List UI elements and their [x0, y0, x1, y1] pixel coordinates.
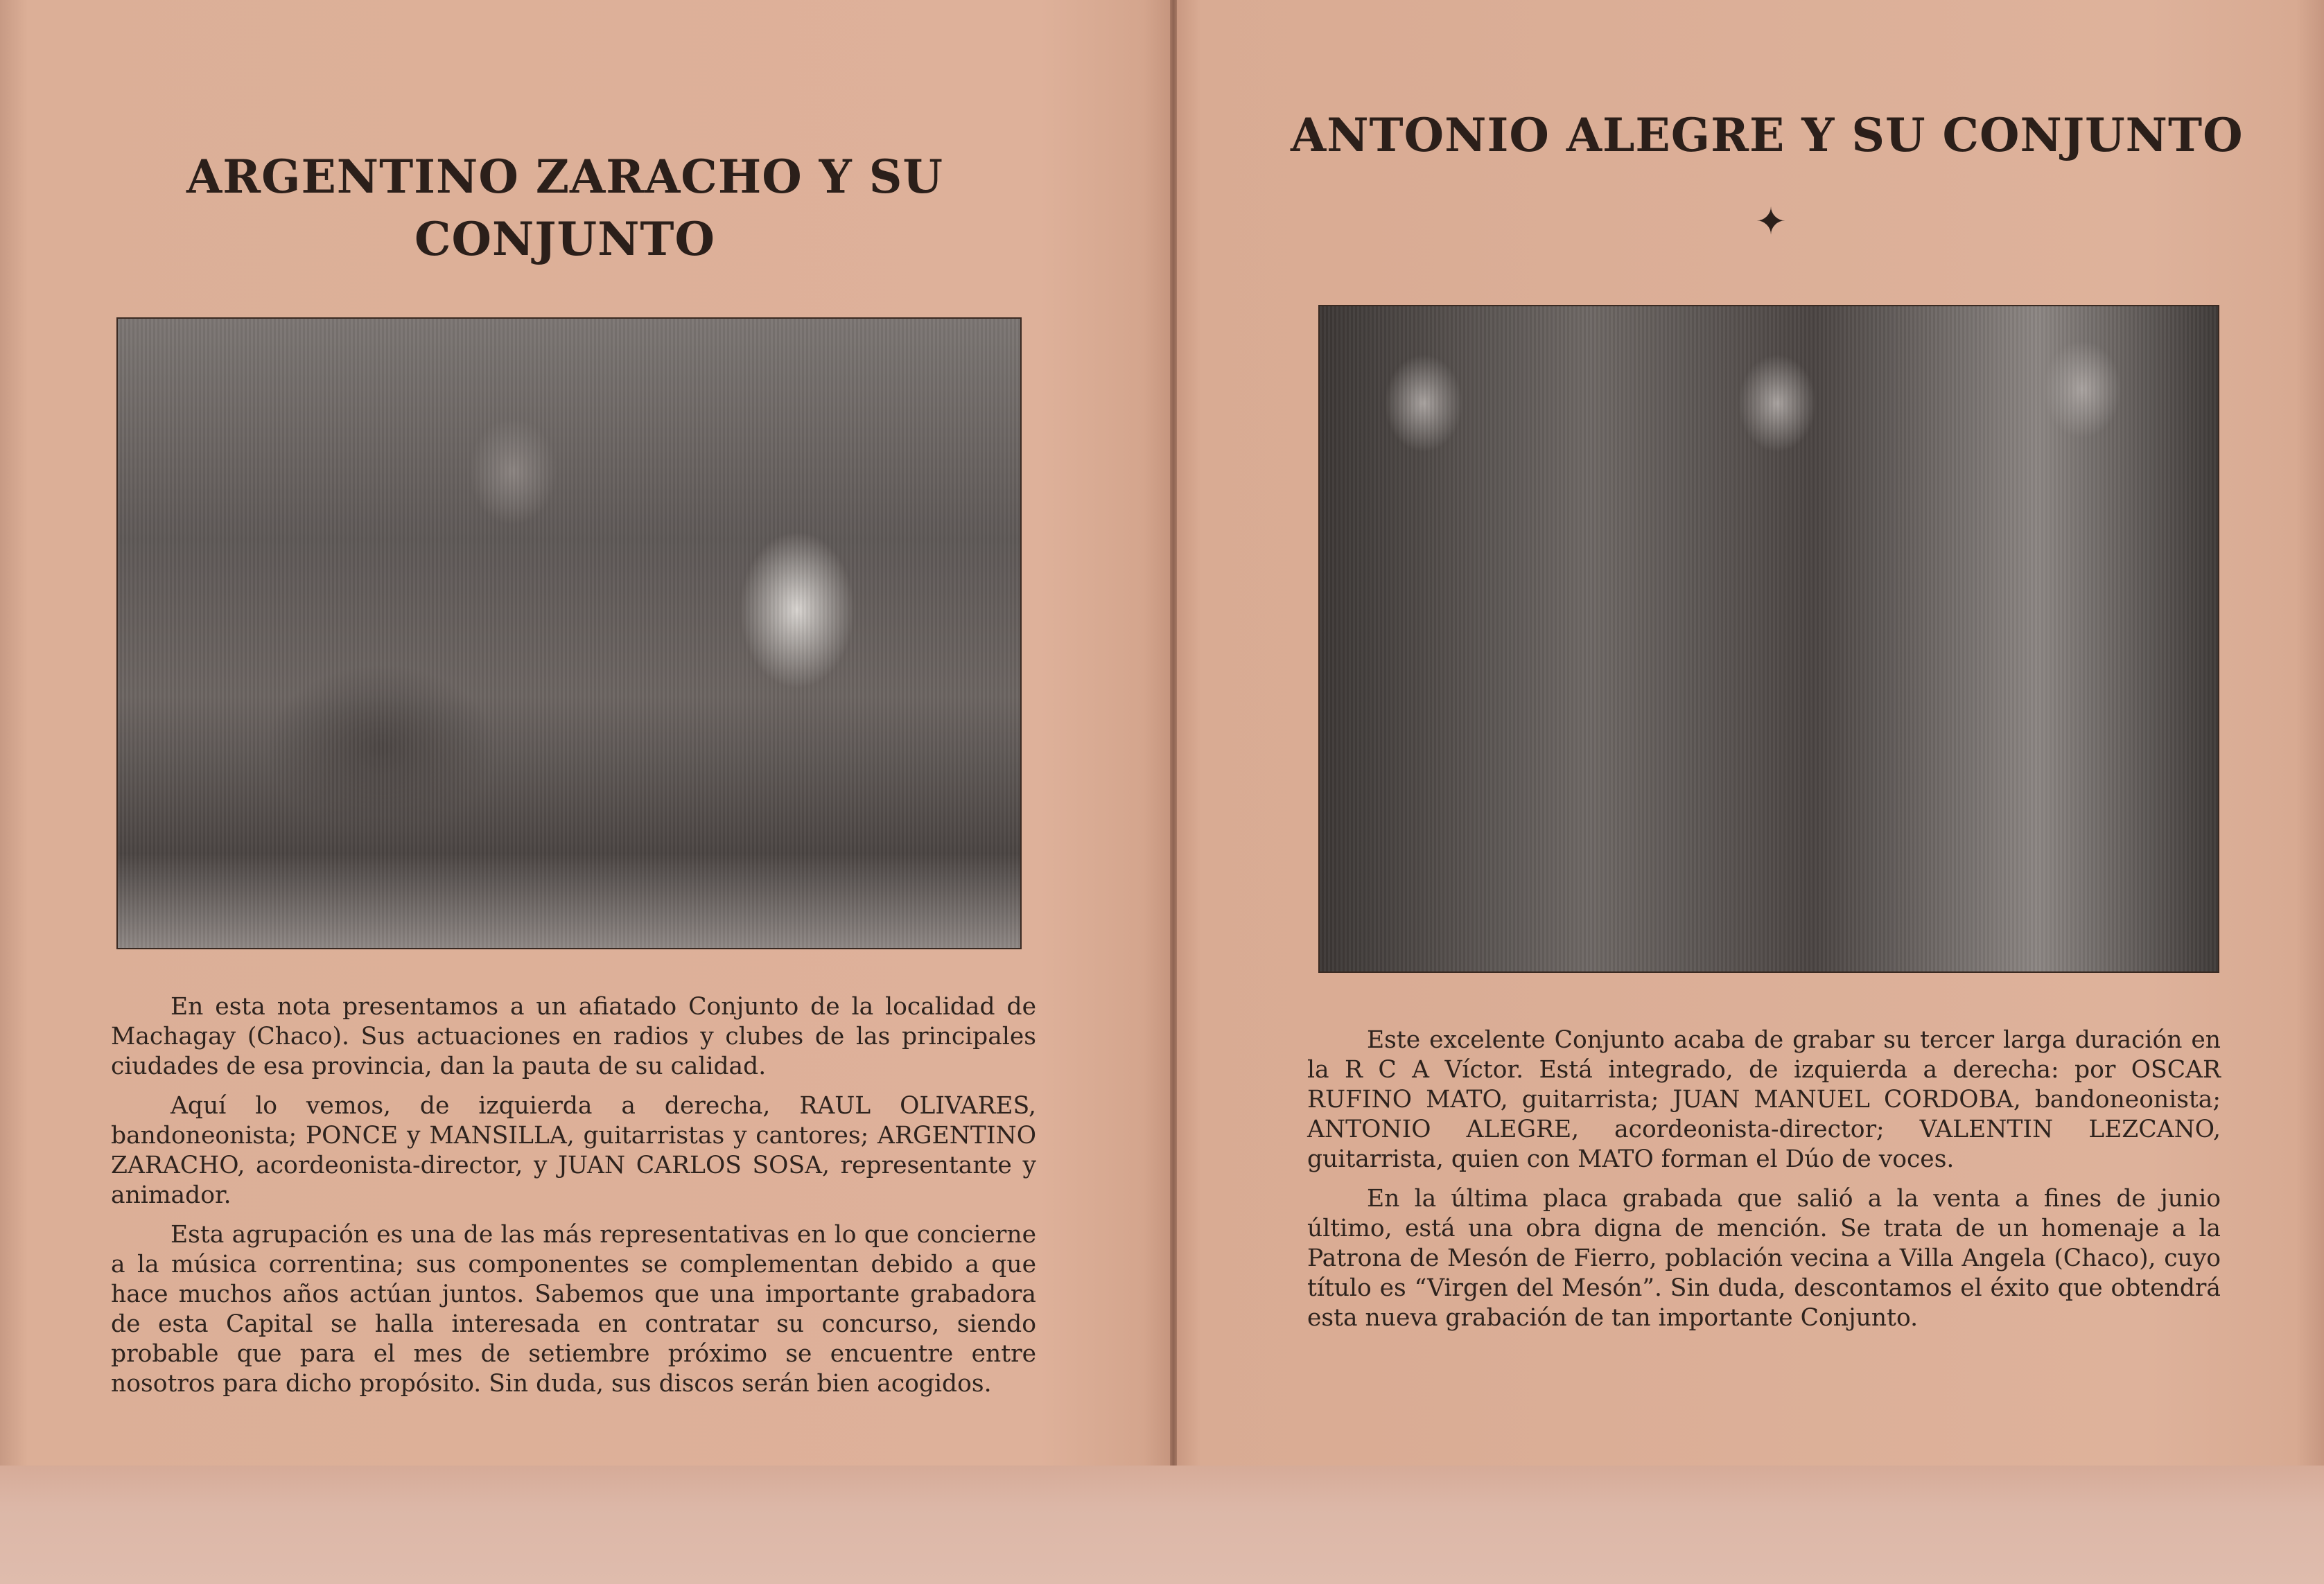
- photo-texture: [118, 319, 1020, 948]
- left-page: [0, 0, 1173, 1466]
- photo-texture: [1320, 306, 2218, 971]
- band-photo-with-car: [116, 317, 1022, 949]
- scan-background: [0, 1466, 2324, 1584]
- left-paragraph-3: Esta agrupación es una de las más representativas en lo que concierne a la música correntina; sus componentes se complementan debido a que hace muchos años actúan juntos. Sabemos que una importante grabadora de esta Capital se halla interesada en contratar su concurso, siendo probable que para el mes de setiembre próximo se encuentre entre nosotros para dicho propósito. Sin duda, sus discos serán bien acogidos.: [111, 1221, 1036, 1398]
- right-page: [1173, 0, 2324, 1466]
- right-page-title: ANTONIO ALEGRE Y SU CONJUNTO: [1291, 108, 2244, 162]
- band-photo-with-instruments: [1318, 305, 2219, 973]
- right-article-body: [1307, 1026, 2221, 1343]
- left-paragraph-2: Aquí lo vemos, de izquierda a derecha, RAUL OLIVARES, bandoneonista; PONCE y MANSILLA, guitarristas y cantores; ARGENTINO ZARACHO, acordeonista-director, y JUAN CARLOS SOSA, representante y animador.: [111, 1092, 1036, 1209]
- left-page-title: ARGENTINO ZARACHO Y SU CONJUNTO: [186, 150, 943, 266]
- left-paragraph-1: En esta nota presentamos a un afiatado Conjunto de la localidad de Machagay (Chaco). Sus actuaciones en radios y clubes de las principales ciudades de esa provincia, dan la pauta de su calidad.: [111, 993, 1036, 1080]
- book-gutter: [1170, 0, 1177, 1466]
- left-article-body: [111, 992, 1036, 1409]
- right-paragraph-1: Este excelente Conjunto acaba de grabar su tercer larga duración en la R C A Víctor. Está integrado, de izquierda a derecha: por OSCAR RUFINO MATO, guitarrista; JUAN MANUEL CORDOBA, bandoneonista; ANTONIO ALEGRE, acordeonista-director; VALENTIN LEZCANO, guitarrista, quien con MATO forman el Dúo de voces.: [1307, 1026, 2221, 1173]
- right-paragraph-2: En la última placa grabada que salió a la venta a fines de junio último, está una obra digna de mención. Se trata de un homenaje a la Patrona de Mesón de Fierro, población vecina a Villa Angela (Chaco), cuyo título es “Virgen del Mesón”. Sin duda, descontamos el éxito que obtendrá esta nueva grabación de tan importante Conjunto.: [1307, 1185, 2221, 1332]
- star-ornament-icon: ✦: [1755, 200, 1787, 243]
